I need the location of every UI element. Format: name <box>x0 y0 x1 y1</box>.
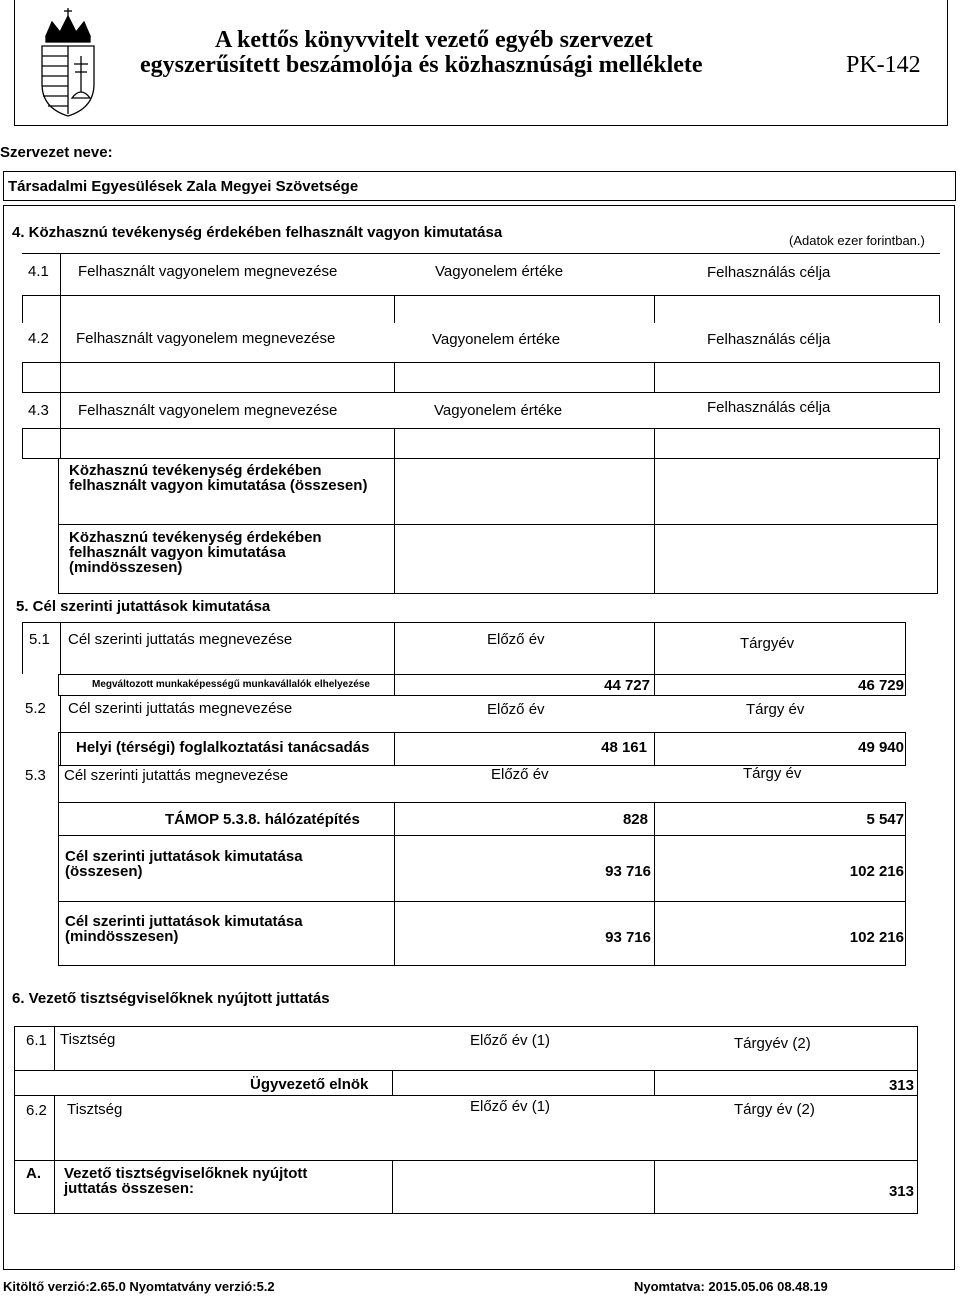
divider <box>394 362 395 392</box>
divider <box>654 295 655 323</box>
row-number: 4.3 <box>28 402 49 419</box>
asset-input-row[interactable] <box>22 362 940 392</box>
divider <box>394 732 395 766</box>
row-number: A. <box>26 1165 41 1182</box>
divider <box>54 1026 55 1070</box>
benefit-name: TÁMOP 5.3.8. hálózatépítés <box>165 811 360 828</box>
row-number: 5.3 <box>25 767 46 784</box>
version-info: Kitöltő verzió:2.65.0 Nyomtatvány verzió:5.2 <box>3 1279 275 1294</box>
asset-total-label: Közhasznú tevékenység érdekében felhasznált vagyon kimutatása (összesen) <box>69 462 368 494</box>
row-number: 5.1 <box>29 631 50 648</box>
divider <box>654 802 655 836</box>
row-number: 6.1 <box>26 1032 47 1049</box>
officer-curr-value: 313 <box>888 1077 914 1094</box>
benefit-grand-total-label: Cél szerinti juttatások kimutatása (mindösszesen) <box>65 913 303 945</box>
benefit-prev-value: 44 727 <box>604 677 650 694</box>
section4-title: 4. Közhasznú tevékenység érdekében felhasznált vagyon kimutatása <box>12 224 503 241</box>
officer-total-label: Vezető tisztségviselőknek nyújtott juttatás összesen: <box>64 1165 308 1197</box>
form-title-line1: A kettős könyvvitelt vezető egyéb szervezet <box>215 27 653 53</box>
col-header-usage-purpose: Felhasználás célja <box>707 264 831 281</box>
divider <box>394 428 395 459</box>
divider <box>54 1160 55 1214</box>
row-number: 4.2 <box>28 330 49 347</box>
benefit-prev-value: 828 <box>622 811 648 828</box>
col-header-usage-purpose: Felhasználás célja <box>707 331 831 348</box>
asset-grand-total-label: Közhasznú tevékenység érdekében felhasznált vagyon kimutatása (mindösszesen) <box>69 529 322 576</box>
benefit-curr-value: 49 940 <box>858 739 904 756</box>
divider <box>60 253 61 323</box>
col-header-asset-name: Felhasznált vagyonelem megnevezése <box>78 402 338 419</box>
benefit-curr-value: 5 547 <box>866 811 904 828</box>
asset-input-row[interactable] <box>22 295 940 323</box>
col-header-asset-value: Vagyonelem értéke <box>435 263 564 280</box>
benefit-name: Megváltozott munkaképességű munkavállalók elhelyezése <box>92 679 370 690</box>
col-header-position: Tisztség <box>60 1031 116 1048</box>
benefit-total-label: Cél szerinti juttatások kimutatása (összesen) <box>65 848 303 880</box>
org-name-label: Szervezet neve: <box>0 144 113 161</box>
col-header-usage-purpose: Felhasználás célja <box>707 399 831 416</box>
form-code: PK-142 <box>846 52 921 78</box>
asset-input-row[interactable] <box>22 428 940 459</box>
col-header-current-year: Tárgyév <box>740 635 795 652</box>
unit-note: (Adatok ezer forintban.) <box>789 233 925 248</box>
divider <box>654 674 655 696</box>
divider <box>22 392 940 393</box>
row-number: 4.1 <box>28 263 49 280</box>
section6-title: 6. Vezető tisztségviselőknek nyújtott juttatás <box>12 990 330 1007</box>
officer-position: Ügyvezető elnök <box>250 1076 369 1093</box>
benefit-grand-total-prev: 93 716 <box>605 929 651 946</box>
divider <box>394 674 395 696</box>
col-header-asset-name: Felhasznált vagyonelem megnevezése <box>76 330 336 347</box>
col-header-benefit-name: Cél szerinti juttatás megnevezése <box>68 631 293 648</box>
divider <box>654 1160 655 1214</box>
divider <box>394 802 395 836</box>
org-name-value: Társadalmi Egyesülések Zala Megyei Szövetsége <box>8 178 359 195</box>
divider <box>22 253 940 254</box>
divider <box>60 323 61 393</box>
col-header-asset-value: Vagyonelem értéke <box>434 402 563 419</box>
col-header-position: Tisztség <box>67 1101 123 1118</box>
divider <box>654 622 655 674</box>
asset-grand-total-row[interactable] <box>58 525 938 594</box>
col-header-prev-year: Előző év (1) <box>470 1032 551 1049</box>
row-number: 6.2 <box>26 1102 47 1119</box>
form-title-line2: egyszerűsített beszámolója és közhasznúsági melléklete <box>140 52 703 78</box>
col-header-asset-name: Felhasznált vagyonelem megnevezése <box>78 263 338 280</box>
col-header-benefit-name: Cél szerinti juttatás megnevezése <box>68 700 293 717</box>
benefit-name: Helyi (térségi) foglalkoztatási tanácsadás <box>76 739 370 756</box>
divider <box>654 1070 655 1096</box>
divider <box>60 392 61 459</box>
divider <box>654 428 655 459</box>
print-timestamp: Nyomtatva: 2015.05.06 08.48.19 <box>634 1279 828 1294</box>
col-header-prev-year: Előző év <box>491 766 549 783</box>
officer-total-curr: 313 <box>888 1183 914 1200</box>
divider <box>654 362 655 392</box>
benefit-prev-value: 48 161 <box>601 739 647 756</box>
col-header-prev-year: Előző év <box>487 701 545 718</box>
divider <box>394 622 395 674</box>
col-header-current-year: Tárgy év (2) <box>734 1101 815 1118</box>
col-header-asset-value: Vagyonelem értéke <box>432 331 561 348</box>
benefit-total-curr: 102 216 <box>849 863 904 880</box>
col-header-current-year: Tárgy év <box>746 701 805 718</box>
asset-total-row[interactable] <box>58 459 938 525</box>
divider <box>392 1070 393 1096</box>
divider <box>394 295 395 323</box>
row-number: 5.2 <box>25 700 46 717</box>
officer-row[interactable] <box>14 1070 918 1096</box>
col-header-prev-year: Előző év (1) <box>470 1098 551 1115</box>
divider <box>60 622 61 674</box>
coat-of-arms-icon <box>32 6 104 118</box>
section5-title: 5. Cél szerinti jutattások kimutatása <box>16 598 271 615</box>
col-header-current-year: Tárgyév (2) <box>734 1035 811 1052</box>
col-header-benefit-name: Cél szerinti jutattás megnevezése <box>64 767 289 784</box>
divider <box>392 1160 393 1214</box>
benefit-curr-value: 46 729 <box>858 677 904 694</box>
divider <box>654 732 655 766</box>
col-header-prev-year: Előző év <box>487 631 545 648</box>
benefit-total-prev: 93 716 <box>605 863 651 880</box>
col-header-current-year: Tárgy év <box>743 765 802 782</box>
benefit-grand-total-curr: 102 216 <box>849 929 904 946</box>
divider <box>54 1096 55 1160</box>
